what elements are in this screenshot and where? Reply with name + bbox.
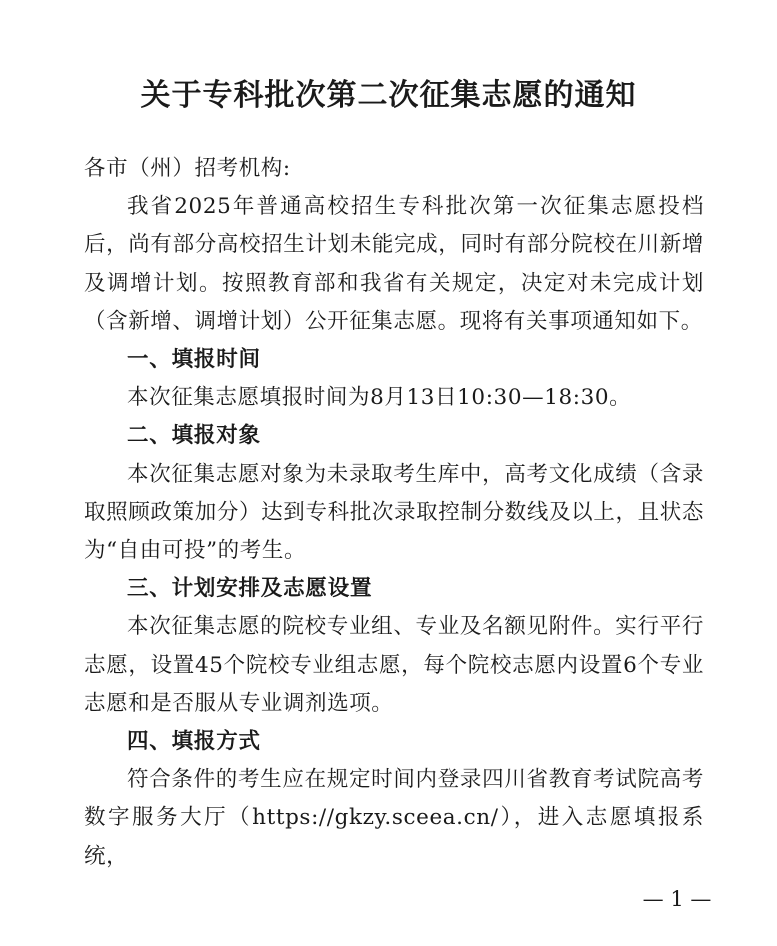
- section-text-method: 符合条件的考生应在规定时间内登录四川省教育考试院高考数字服务大厅（https://gkzy.sceea.cn/），进入志愿填报系统，: [84, 767, 704, 869]
- section-text-time: 本次征集志愿填报时间为8月13日10:30—18:30。: [127, 385, 632, 411]
- section-heading-method: 四、填报方式: [127, 729, 261, 755]
- section-heading-target: 二、填报对象: [127, 423, 261, 449]
- salutation: 各市（州）招考机构:: [84, 156, 291, 181]
- document-body: [84, 150, 704, 876]
- page-number: — 1 —: [642, 887, 712, 911]
- section-text-target: 本次征集志愿对象为未录取考生库中，高考文化成绩（含录取照顾政策加分）达到专科批次录取控制分数线及以上，且状态为“自由可投”的考生。: [84, 461, 704, 564]
- intro-paragraph: 我省2025年普通高校招生专科批次第一次征集志愿投档后，尚有部分高校招生计划未能完成，同时有部分院校在川新增及调增计划。按照教育部和我省有关规定，决定对未完成计划（含新增、调增计划）公开征集志愿。现将有关事项通知如下。: [84, 194, 704, 334]
- section-heading-plan: 三、计划安排及志愿设置: [127, 576, 373, 602]
- document-title: 关于专科批次第二次征集志愿的通知: [140, 78, 637, 113]
- section-heading-time: 一、填报时间: [127, 347, 261, 373]
- section-text-plan: 本次征集志愿的院校专业组、专业及名额见附件。实行平行志愿，设置45个院校专业组志愿，每个院校志愿内设置6个专业志愿和是否服从专业调剂选项。: [84, 614, 704, 716]
